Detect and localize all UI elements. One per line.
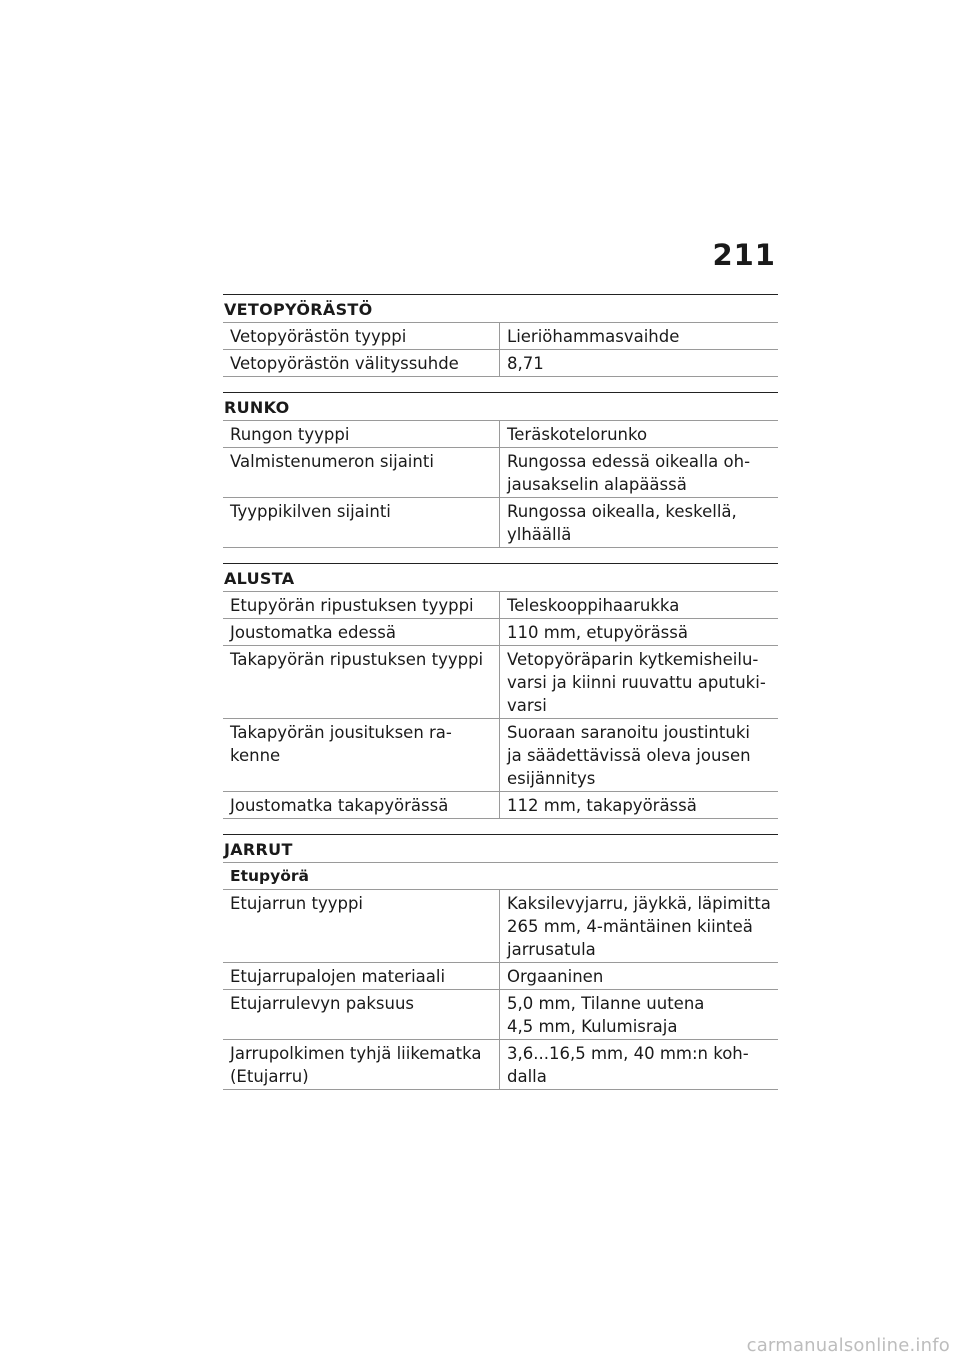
spec-value: Lieriöhammasvaihde bbox=[500, 323, 779, 350]
spec-key: Jarrupolkimen tyhjä liikematka (Etujarru) bbox=[223, 1040, 500, 1090]
watermark-text: carmanualsonline.info bbox=[746, 1335, 950, 1356]
spec-key: Vetopyörästön välityssuhde bbox=[223, 350, 500, 377]
spec-content bbox=[223, 294, 778, 1105]
table-row bbox=[223, 719, 778, 792]
spec-table bbox=[223, 591, 778, 819]
spec-value: Suoraan saranoitu joustintuki ja säädettävissä oleva jousen esijännitys bbox=[500, 719, 779, 792]
spec-key: Etujarrun tyyppi bbox=[223, 890, 500, 963]
spec-key: Etujarrupalojen materiaali bbox=[223, 963, 500, 990]
spec-key: Vetopyörästön tyyppi bbox=[223, 323, 500, 350]
spec-key: Tyyppikilven sijainti bbox=[223, 498, 500, 548]
spec-value: Teräskotelorunko bbox=[500, 421, 779, 448]
section-title: JARRUT bbox=[223, 834, 778, 862]
spec-value: 8,71 bbox=[500, 350, 779, 377]
spec-value: Orgaaninen bbox=[500, 963, 779, 990]
spec-value: 110 mm, etupyörässä bbox=[500, 619, 779, 646]
spec-table bbox=[223, 322, 778, 377]
spec-key: Valmistenumeron sijainti bbox=[223, 448, 500, 498]
spec-value: 112 mm, takapyörässä bbox=[500, 792, 779, 819]
page-number: 211 bbox=[712, 238, 776, 272]
spec-value: 5,0 mm, Tilanne uutena 4,5 mm, Kulumisraja bbox=[500, 990, 779, 1040]
table-row bbox=[223, 890, 778, 963]
spec-key: Takapyörän ripustuksen tyyppi bbox=[223, 646, 500, 719]
spec-key: Rungon tyyppi bbox=[223, 421, 500, 448]
table-row bbox=[223, 592, 778, 619]
table-row bbox=[223, 646, 778, 719]
section-alusta bbox=[223, 563, 778, 819]
spec-value: Kaksilevyjarru, jäykkä, läpimitta 265 mm, 4-mäntäinen kiinteä jarrusatula bbox=[500, 890, 779, 963]
table-row bbox=[223, 350, 778, 377]
table-subheading-row bbox=[223, 863, 778, 890]
table-row bbox=[223, 990, 778, 1040]
spec-table bbox=[223, 420, 778, 548]
table-row bbox=[223, 619, 778, 646]
section-title: RUNKO bbox=[223, 392, 778, 420]
table-row bbox=[223, 448, 778, 498]
table-row bbox=[223, 323, 778, 350]
spec-value: Rungossa oikealla, keskellä, ylhäällä bbox=[500, 498, 779, 548]
spec-value: Teleskooppihaarukka bbox=[500, 592, 779, 619]
table-row bbox=[223, 498, 778, 548]
spec-table bbox=[223, 862, 778, 1090]
table-row bbox=[223, 421, 778, 448]
section-title: ALUSTA bbox=[223, 563, 778, 591]
table-row bbox=[223, 792, 778, 819]
table-subheading: Etupyörä bbox=[223, 863, 778, 890]
spec-key: Etujarrulevyn paksuus bbox=[223, 990, 500, 1040]
spec-value: 3,6...16,5 mm, 40 mm:n koh- dalla bbox=[500, 1040, 779, 1090]
spec-key: Takapyörän jousituksen ra- kenne bbox=[223, 719, 500, 792]
table-row bbox=[223, 1040, 778, 1090]
section-jarrut bbox=[223, 834, 778, 1090]
spec-value: Rungossa edessä oikealla oh- jausakselin alapäässä bbox=[500, 448, 779, 498]
section-title: VETOPYÖRÄSTÖ bbox=[223, 294, 778, 322]
section-runko bbox=[223, 392, 778, 548]
spec-key: Joustomatka edessä bbox=[223, 619, 500, 646]
section-vetopyorasto bbox=[223, 294, 778, 377]
spec-value: Vetopyöräparin kytkemisheilu- varsi ja kiinni ruuvattu aputuki- varsi bbox=[500, 646, 779, 719]
table-row bbox=[223, 963, 778, 990]
spec-key: Joustomatka takapyörässä bbox=[223, 792, 500, 819]
spec-key: Etupyörän ripustuksen tyyppi bbox=[223, 592, 500, 619]
